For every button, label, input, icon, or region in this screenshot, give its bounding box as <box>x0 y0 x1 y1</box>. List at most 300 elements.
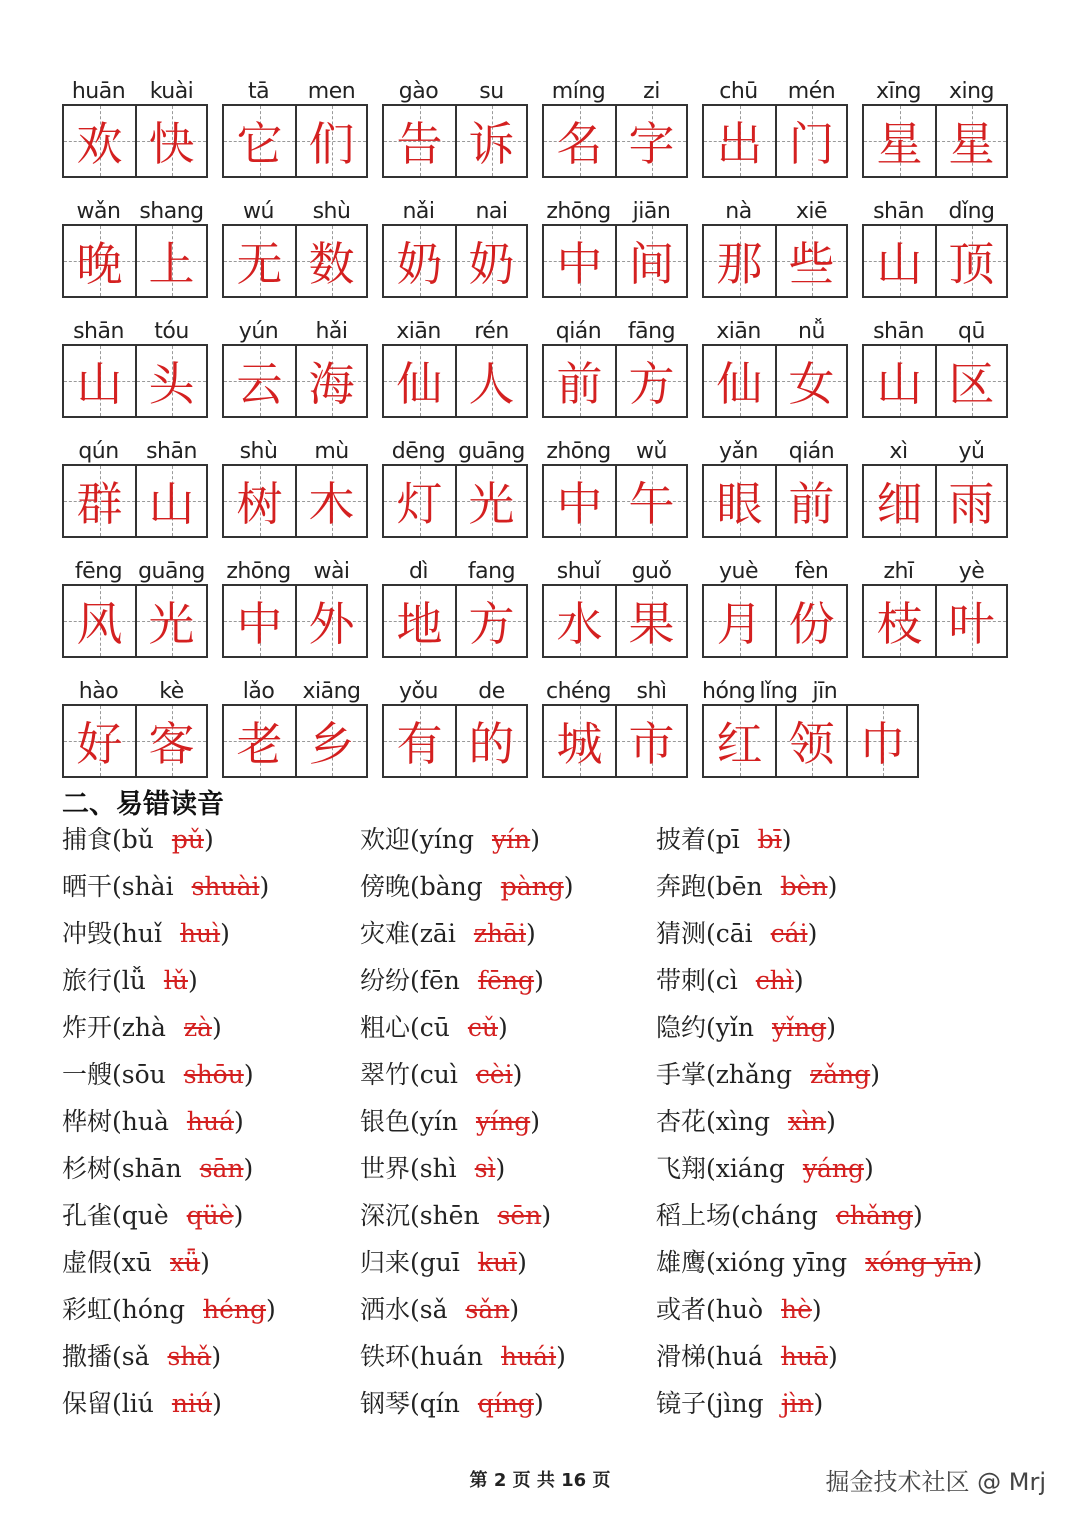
tianzige-box <box>382 104 528 178</box>
hanzi-char: 灯 <box>396 477 443 531</box>
misread-item <box>656 959 804 1003</box>
hanzi-cell <box>615 106 686 176</box>
vocab-word <box>702 550 848 670</box>
misread-item <box>360 1006 508 1050</box>
hanzi-cell <box>64 466 135 536</box>
misread-item <box>62 1335 221 1379</box>
tianzige-box <box>382 584 528 658</box>
wrong-reading: fēng <box>477 966 535 995</box>
hanzi-char: 诉 <box>468 117 515 171</box>
misread-item <box>62 1100 244 1144</box>
correct-reading: 杉树(shān <box>62 1154 182 1183</box>
pinyin-line <box>702 550 848 584</box>
correct-reading: 滑梯(huá <box>656 1342 763 1371</box>
hanzi-char: 午 <box>628 477 675 531</box>
hanzi-cell <box>864 106 935 176</box>
hanzi-cell <box>64 586 135 656</box>
pinyin-line <box>862 310 1008 344</box>
pinyin-line <box>222 70 368 104</box>
hanzi-cell <box>544 106 615 176</box>
wrong-reading: héng <box>203 1295 267 1324</box>
hanzi-cell <box>775 466 846 536</box>
pinyin-syllable: fēng <box>74 559 123 584</box>
hanzi-cell <box>224 586 295 656</box>
hanzi-cell <box>704 226 775 296</box>
close-paren: ) <box>212 1013 222 1042</box>
vocab-word <box>702 310 848 430</box>
close-paren: ) <box>827 872 838 901</box>
close-paren: ) <box>793 966 804 995</box>
vocab-row <box>62 70 1022 190</box>
hanzi-char: 头 <box>148 357 195 411</box>
close-paren: ) <box>512 1060 523 1089</box>
tianzige-box <box>702 224 848 298</box>
vocab-word <box>542 550 688 670</box>
misread-item <box>360 865 574 909</box>
close-paren: ) <box>509 1295 520 1324</box>
hanzi-cell <box>384 226 455 296</box>
misread-item <box>656 1241 982 1285</box>
wrong-reading: huā <box>780 1342 828 1371</box>
wrong-reading: yíng <box>475 1107 531 1136</box>
pinyin-line <box>382 190 528 224</box>
tianzige-box <box>382 344 528 418</box>
hanzi-cell <box>295 586 366 656</box>
hanzi-cell <box>455 346 526 416</box>
pinyin-line <box>222 310 368 344</box>
tianzige-box <box>862 104 1008 178</box>
misread-item <box>62 818 214 862</box>
correct-reading: 虚假(xū <box>62 1248 152 1277</box>
pinyin-syllable: shù <box>312 199 351 224</box>
vocab-word <box>542 310 688 430</box>
hanzi-cell <box>615 346 686 416</box>
pinyin-syllable: gào <box>398 79 439 104</box>
vocab-word <box>382 70 528 190</box>
pinyin-syllable: xì <box>889 439 908 464</box>
pinyin-syllable: wǔ <box>636 439 667 464</box>
vocab-word <box>222 430 368 550</box>
tianzige-box <box>62 704 208 778</box>
misread-row <box>62 959 1022 1006</box>
hanzi-cell <box>64 226 135 296</box>
pinyin-line <box>542 70 688 104</box>
close-paren: ) <box>530 825 540 854</box>
tianzige-box <box>702 704 919 778</box>
misread-item <box>62 1241 210 1285</box>
pinyin-line <box>62 310 208 344</box>
close-paren: ) <box>266 1295 276 1324</box>
close-paren: ) <box>534 966 544 995</box>
vocab-word <box>862 310 1008 430</box>
wrong-reading: niú <box>171 1389 213 1418</box>
hanzi-char: 乡 <box>308 717 355 771</box>
wrong-reading: shōu <box>183 1060 244 1089</box>
pinyin-line <box>862 190 1008 224</box>
vocab-word <box>382 550 528 670</box>
correct-reading: 孔雀(què <box>62 1201 169 1230</box>
hanzi-cell <box>544 226 615 296</box>
correct-reading: 翠竹(cuì <box>360 1060 458 1089</box>
close-paren: ) <box>827 1342 838 1371</box>
hanzi-char: 晚 <box>76 237 123 291</box>
pinyin-line <box>542 430 688 464</box>
misread-row <box>62 912 1022 959</box>
close-paren: ) <box>530 1107 540 1136</box>
wrong-reading: shǎ <box>167 1342 212 1371</box>
hanzi-char: 月 <box>716 597 763 651</box>
misread-row <box>62 1335 1022 1382</box>
vocab-word <box>542 190 688 310</box>
pinyin-syllable: shuǐ <box>556 559 601 584</box>
hanzi-char: 水 <box>556 597 603 651</box>
hanzi-cell <box>455 586 526 656</box>
close-paren: ) <box>517 1248 527 1277</box>
pinyin-syllable: lǐng <box>759 679 798 704</box>
pinyin-line <box>62 190 208 224</box>
pinyin-line <box>62 550 208 584</box>
hanzi-cell <box>295 706 366 776</box>
wrong-reading: huá <box>186 1107 234 1136</box>
pinyin-syllable: chéng <box>546 679 611 704</box>
close-paren: ) <box>203 825 214 854</box>
hanzi-char: 人 <box>468 357 515 411</box>
wrong-reading: lǔ <box>163 966 188 995</box>
close-paren: ) <box>243 1154 254 1183</box>
wrong-reading: bèn <box>780 872 828 901</box>
pinyin-syllable: nǎi <box>402 199 435 224</box>
wrong-reading: cái <box>770 919 808 948</box>
hanzi-cell <box>775 106 846 176</box>
wrong-reading: shuài <box>191 872 260 901</box>
correct-reading: 洒水(sǎ <box>360 1295 448 1324</box>
vocab-word <box>702 70 848 190</box>
vocab-row <box>62 430 1022 550</box>
close-paren: ) <box>556 1342 566 1371</box>
hanzi-char: 雨 <box>948 477 995 531</box>
pinyin-line <box>542 550 688 584</box>
pinyin-syllable: mén <box>787 79 836 104</box>
correct-reading: 彩虹(hóng <box>62 1295 186 1324</box>
hanzi-char: 仙 <box>396 357 443 411</box>
misread-row <box>62 1100 1022 1147</box>
pinyin-syllable: kè <box>159 679 184 704</box>
misread-item <box>656 1288 822 1332</box>
correct-reading: 猜测(cāi <box>656 919 753 948</box>
tianzige-box <box>702 584 848 658</box>
tianzige-box <box>222 344 368 418</box>
close-paren: ) <box>781 825 792 854</box>
pinyin-line <box>862 430 1008 464</box>
vocab-word <box>222 70 368 190</box>
tianzige-box <box>382 224 528 298</box>
hanzi-cell <box>384 706 455 776</box>
misread-item <box>62 912 230 956</box>
vocab-word <box>62 430 208 550</box>
misread-item <box>62 865 269 909</box>
pinyin-syllable: yǔ <box>958 439 985 464</box>
pinyin-syllable: chū <box>719 79 758 104</box>
vocab-word <box>702 670 906 790</box>
misread-row <box>62 1241 1022 1288</box>
pinyin-syllable: fang <box>467 559 516 584</box>
pinyin-syllable: shang <box>139 199 204 224</box>
pinyin-syllable: lǎo <box>242 679 275 704</box>
wrong-reading: cèi <box>475 1060 513 1089</box>
close-paren: ) <box>541 1201 552 1230</box>
pinyin-syllable: zhī <box>883 559 914 584</box>
correct-reading: 带刺(cì <box>656 966 738 995</box>
pinyin-line <box>702 670 848 704</box>
hanzi-cell <box>935 226 1006 296</box>
hanzi-char: 地 <box>396 597 443 651</box>
close-paren: ) <box>563 872 574 901</box>
hanzi-char: 欢 <box>76 117 123 171</box>
tianzige-box <box>382 464 528 538</box>
hanzi-cell <box>384 106 455 176</box>
wrong-reading: xǖ <box>169 1248 201 1277</box>
hanzi-cell <box>135 706 206 776</box>
correct-reading: 纷纷(fēn <box>360 966 460 995</box>
misread-item <box>360 1147 505 1191</box>
pinyin-syllable: xiāng <box>302 679 361 704</box>
pinyin-syllable: yǎn <box>719 439 758 464</box>
hanzi-char: 那 <box>716 237 763 291</box>
misread-item <box>360 818 540 862</box>
hanzi-cell <box>544 586 615 656</box>
tianzige-box <box>862 224 1008 298</box>
misread-row <box>62 1382 1022 1429</box>
hanzi-char: 海 <box>308 357 355 411</box>
tianzige-box <box>542 344 688 418</box>
pinyin-line <box>222 670 368 704</box>
wrong-reading: hè <box>781 1295 812 1324</box>
hanzi-char: 无 <box>236 237 283 291</box>
pinyin-syllable: míng <box>551 79 606 104</box>
misread-item <box>62 1288 276 1332</box>
pinyin-line <box>702 70 848 104</box>
vocab-word <box>62 310 208 430</box>
hanzi-cell <box>135 106 206 176</box>
hanzi-cell <box>775 346 846 416</box>
pinyin-line <box>702 190 848 224</box>
hanzi-char: 山 <box>148 477 195 531</box>
hanzi-char: 门 <box>788 117 835 171</box>
pinyin-syllable: guāng <box>458 439 525 464</box>
correct-reading: 灾难(zāi <box>360 919 456 948</box>
pinyin-line <box>862 70 1008 104</box>
vocab-word <box>862 190 1008 310</box>
hanzi-char: 区 <box>948 357 995 411</box>
vocab-word <box>62 670 208 790</box>
correct-reading: 晒干(shài <box>62 872 174 901</box>
vocab-word <box>542 70 688 190</box>
misread-item <box>62 1147 253 1191</box>
hanzi-cell <box>864 346 935 416</box>
tianzige-box <box>222 464 368 538</box>
hanzi-cell <box>64 106 135 176</box>
pinyin-syllable: shān <box>873 199 924 224</box>
close-paren: ) <box>212 1389 222 1418</box>
misread-item <box>360 1288 519 1332</box>
hanzi-char: 前 <box>788 477 835 531</box>
pinyin-syllable: qū <box>958 319 985 344</box>
pinyin-syllable: shān <box>146 439 197 464</box>
pinyin-syllable: nǚ <box>798 319 825 344</box>
misread-row <box>62 1006 1022 1053</box>
wrong-reading: zà <box>183 1013 213 1042</box>
correct-reading: 雄鹰(xióng yīng <box>656 1248 848 1277</box>
correct-reading: 钢琴(qín <box>360 1389 460 1418</box>
pinyin-syllable: wǎn <box>76 199 121 224</box>
correct-reading: 桦树(huà <box>62 1107 169 1136</box>
pinyin-syllable: guāng <box>138 559 205 584</box>
hanzi-cell <box>704 586 775 656</box>
wrong-reading: cǔ <box>467 1013 498 1042</box>
hanzi-char: 上 <box>148 237 195 291</box>
correct-reading: 奔跑(bēn <box>656 872 763 901</box>
hanzi-char: 群 <box>76 477 123 531</box>
hanzi-char: 字 <box>628 117 675 171</box>
wrong-reading: kuī <box>477 1248 518 1277</box>
hanzi-cell <box>704 706 775 776</box>
close-paren: ) <box>200 1248 210 1277</box>
hanzi-char: 山 <box>876 237 923 291</box>
correct-reading: 飞翔(xiáng <box>656 1154 785 1183</box>
hanzi-char: 间 <box>628 237 675 291</box>
pinyin-syllable: xing <box>948 79 995 104</box>
hanzi-cell <box>64 346 135 416</box>
hanzi-char: 告 <box>396 117 443 171</box>
pinyin-line <box>702 430 848 464</box>
close-paren: ) <box>913 1201 923 1230</box>
misread-item <box>656 1053 880 1097</box>
pinyin-syllable: nai <box>475 199 508 224</box>
tianzige-box <box>542 104 688 178</box>
hanzi-char: 叶 <box>948 597 995 651</box>
hanzi-char: 快 <box>148 117 195 171</box>
pinyin-syllable: de <box>478 679 505 704</box>
wrong-reading: chì <box>755 966 794 995</box>
hanzi-cell <box>384 346 455 416</box>
pinyin-line <box>222 190 368 224</box>
hanzi-cell <box>935 466 1006 536</box>
correct-reading: 银色(yín <box>360 1107 458 1136</box>
misread-row <box>62 818 1022 865</box>
hanzi-char: 数 <box>308 237 355 291</box>
tianzige-box <box>862 584 1008 658</box>
hanzi-char: 巾 <box>859 717 906 771</box>
misread-item <box>62 1053 254 1097</box>
misread-item <box>62 959 198 1003</box>
pinyin-syllable: hǎi <box>315 319 348 344</box>
misread-item <box>656 1194 923 1238</box>
wrong-reading: pǔ <box>171 825 204 854</box>
pinyin-line <box>62 70 208 104</box>
pinyin-line <box>382 670 528 704</box>
vocab-word <box>382 430 528 550</box>
correct-reading: 保留(liú <box>62 1389 154 1418</box>
vocab-word <box>862 550 1008 670</box>
correct-reading: 撒播(sǎ <box>62 1342 150 1371</box>
vocab-word <box>222 550 368 670</box>
hanzi-cell <box>224 466 295 536</box>
wrong-reading: chǎng <box>835 1201 913 1230</box>
hanzi-char: 中 <box>556 237 603 291</box>
correct-reading: 隐约(yǐn <box>656 1013 754 1042</box>
hanzi-char: 奶 <box>396 237 443 291</box>
hanzi-char: 出 <box>716 117 763 171</box>
hanzi-char: 云 <box>236 357 283 411</box>
hanzi-cell <box>775 226 846 296</box>
hanzi-cell <box>544 346 615 416</box>
hanzi-cell <box>615 466 686 536</box>
close-paren: ) <box>870 1060 880 1089</box>
hanzi-char: 方 <box>468 597 515 651</box>
correct-reading: 披着(pī <box>656 825 740 854</box>
pinyin-syllable: shù <box>239 439 278 464</box>
misread-item <box>360 1241 527 1285</box>
close-paren: ) <box>259 872 270 901</box>
misread-item <box>360 1053 522 1097</box>
section-title: 二、易错读音 <box>62 789 224 820</box>
correct-reading: 捕食(bǔ <box>62 825 154 854</box>
pinyin-line <box>702 310 848 344</box>
pinyin-syllable: dǐng <box>948 199 995 224</box>
pinyin-line <box>542 310 688 344</box>
hanzi-cell <box>384 466 455 536</box>
vocab-word <box>222 310 368 430</box>
hanzi-cell <box>615 706 686 776</box>
hanzi-char: 老 <box>236 717 283 771</box>
hanzi-cell <box>295 226 366 296</box>
pinyin-syllable: shì <box>636 679 667 704</box>
correct-reading: 铁环(huán <box>360 1342 483 1371</box>
correct-reading: 深沉(shēn <box>360 1201 480 1230</box>
hanzi-cell <box>864 466 935 536</box>
hanzi-char: 细 <box>876 477 923 531</box>
vocab-word <box>862 430 1008 550</box>
pinyin-syllable: fāng <box>627 319 676 344</box>
wrong-reading: qüè <box>186 1201 234 1230</box>
pinyin-syllable: wài <box>313 559 350 584</box>
pinyin-syllable: nà <box>725 199 752 224</box>
vocab-row <box>62 190 1022 310</box>
correct-reading: 手掌(zhǎng <box>656 1060 793 1089</box>
hanzi-char: 果 <box>628 597 675 651</box>
pinyin-syllable: dēng <box>391 439 446 464</box>
vocab-word <box>542 670 688 790</box>
correct-reading: 欢迎(yíng <box>360 825 474 854</box>
misread-item <box>360 959 544 1003</box>
wrong-reading: yǐng <box>771 1013 827 1042</box>
hanzi-cell <box>935 586 1006 656</box>
pinyin-syllable: dì <box>408 559 429 584</box>
wrong-reading: jìn <box>781 1389 814 1418</box>
tianzige-box <box>222 704 368 778</box>
close-paren: ) <box>233 1107 244 1136</box>
hanzi-char: 它 <box>236 117 283 171</box>
hanzi-char: 风 <box>76 597 123 651</box>
hanzi-cell <box>384 586 455 656</box>
tianzige-box <box>62 224 208 298</box>
hanzi-char: 前 <box>556 357 603 411</box>
close-paren: ) <box>526 919 536 948</box>
pinyin-syllable: shān <box>73 319 124 344</box>
pinyin-line <box>62 670 208 704</box>
close-paren: ) <box>533 1389 544 1418</box>
pinyin-syllable: huān <box>71 79 126 104</box>
